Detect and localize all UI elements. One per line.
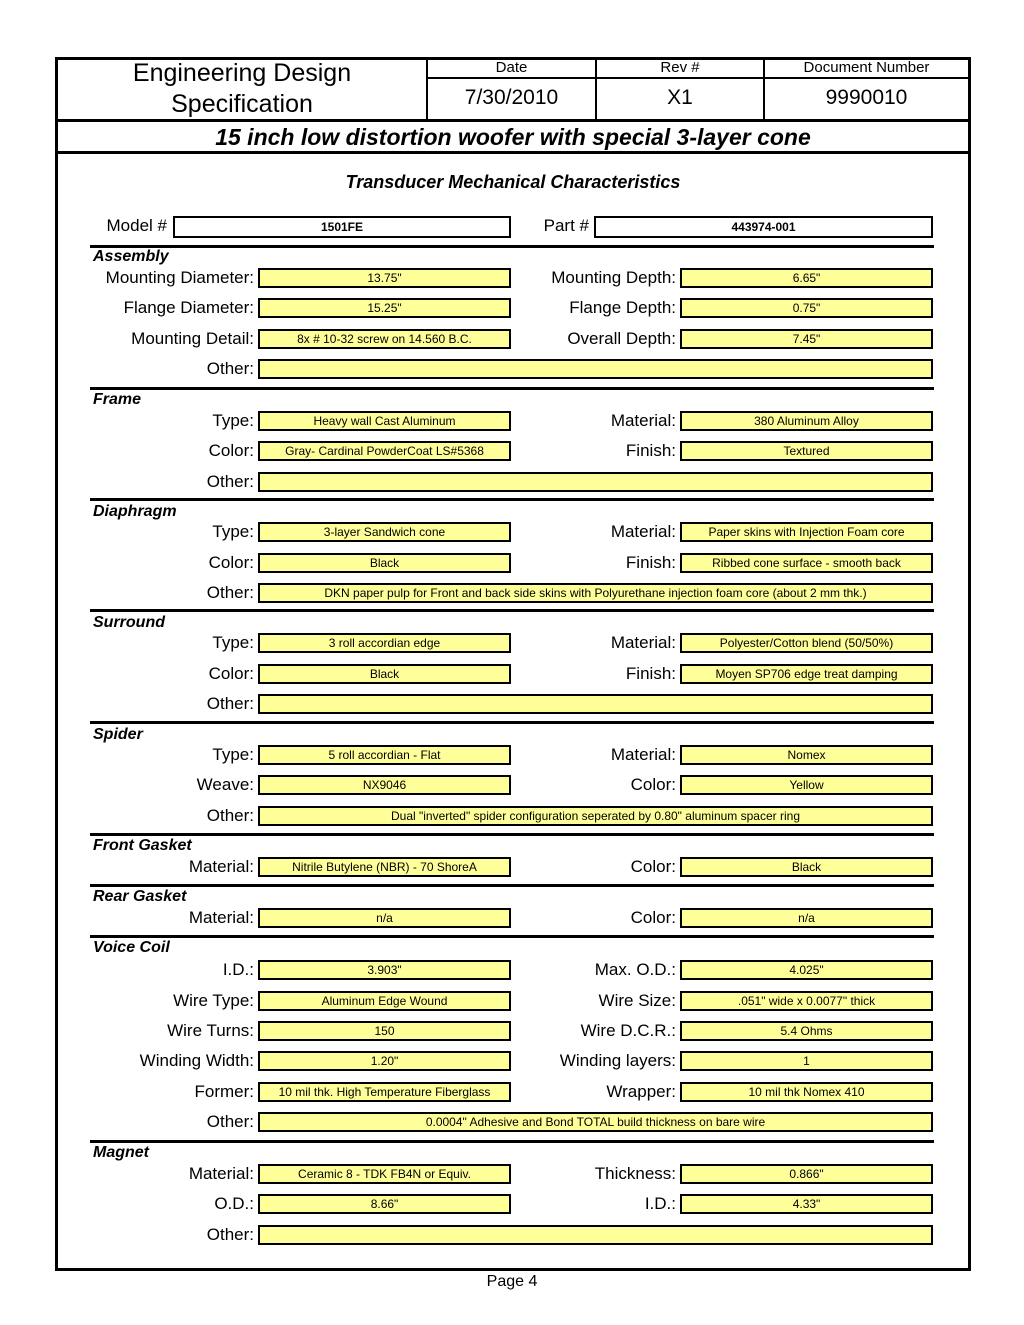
wire-size-label: Wire Size:	[598, 991, 676, 1010]
wire-type-label: Wire Type:	[173, 991, 254, 1010]
diaphragm-heading: Diaphragm	[93, 503, 177, 520]
magnet-thickness-label: Thickness:	[594, 1164, 676, 1183]
frame-other-label: Other:	[206, 472, 254, 491]
wire-size-field[interactable]: .051" wide x 0.0077" thick	[680, 991, 933, 1011]
spider-material-label: Material:	[610, 745, 676, 764]
flange-depth-field[interactable]: 0.75"	[680, 298, 933, 318]
magnet-od-field[interactable]: 8.66"	[258, 1194, 511, 1214]
section-rule	[90, 387, 934, 390]
diaphragm-material-field[interactable]: Paper skins with Injection Foam core	[680, 522, 933, 542]
surround-type-field[interactable]: 3 roll accordian edge	[258, 633, 511, 653]
frame-other-field[interactable]	[258, 472, 933, 492]
flange-diameter-field[interactable]: 15.25"	[258, 298, 511, 318]
voice-coil-heading: Voice Coil	[93, 939, 170, 956]
magnet-other-field[interactable]	[258, 1225, 933, 1245]
product-subtitle: 15 inch low distortion woofer with special 3-layer cone	[215, 124, 811, 150]
mounting-diameter-field[interactable]: 13.75"	[258, 268, 511, 288]
magnet-thickness-field[interactable]: 0.866"	[680, 1164, 933, 1184]
frame-finish-label: Finish:	[625, 441, 676, 460]
winding-width-label: Winding Width:	[139, 1051, 254, 1070]
assembly-other-field[interactable]	[258, 359, 933, 379]
surround-material-field[interactable]: Polyester/Cotton blend (50/50%)	[680, 633, 933, 653]
frame-type-field[interactable]: Heavy wall Cast Aluminum	[258, 411, 511, 431]
frame-material-label: Material:	[610, 411, 676, 430]
surround-color-field[interactable]: Black	[258, 664, 511, 684]
flange-diameter-label: Flange Diameter:	[123, 298, 254, 317]
assembly-heading: Assembly	[93, 248, 169, 265]
overall-depth-field[interactable]: 7.45"	[680, 329, 933, 349]
wire-dcr-label: Wire D.C.R.:	[580, 1021, 676, 1040]
section-rule	[90, 245, 934, 248]
page-number: Page 4	[486, 1273, 538, 1290]
magnet-id-label: I.D.:	[644, 1194, 676, 1213]
spider-color-label: Color:	[630, 775, 676, 794]
voice-coil-max-od-label: Max. O.D.:	[594, 960, 676, 979]
section-rule	[90, 833, 934, 836]
magnet-od-label: O.D.:	[214, 1194, 254, 1213]
section-rule	[90, 498, 934, 501]
rear-gasket-material-field[interactable]: n/a	[258, 908, 511, 928]
voice-coil-max-od-field[interactable]: 4.025"	[680, 960, 933, 980]
rear-gasket-color-field[interactable]: n/a	[680, 908, 933, 928]
frame-material-field[interactable]: 380 Aluminum Alloy	[680, 411, 933, 431]
rear-gasket-heading: Rear Gasket	[93, 888, 187, 905]
wire-type-field[interactable]: Aluminum Edge Wound	[258, 991, 511, 1011]
surround-other-label: Other:	[206, 694, 254, 713]
mounting-depth-field[interactable]: 6.65"	[680, 268, 933, 288]
part-field[interactable]: 443974-001	[594, 216, 933, 238]
diaphragm-color-label: Color:	[208, 553, 254, 572]
document-number-label: Document Number	[803, 59, 930, 76]
rear-gasket-material-label: Material:	[188, 908, 254, 927]
magnet-heading: Magnet	[93, 1144, 149, 1161]
voice-coil-id-label: I.D.:	[222, 960, 254, 979]
frame-heading: Frame	[93, 391, 142, 408]
voice-coil-id-field[interactable]: 3.903"	[258, 960, 511, 980]
mounting-detail-label: Mounting Detail:	[131, 329, 254, 348]
diaphragm-material-label: Material:	[610, 522, 676, 541]
part-label: Part #	[543, 216, 589, 235]
spider-weave-label: Weave:	[196, 775, 254, 794]
winding-layers-field[interactable]: 1	[680, 1051, 933, 1071]
section-rule	[90, 884, 934, 887]
spider-heading: Spider	[93, 726, 143, 743]
mounting-diameter-label: Mounting Diameter:	[105, 268, 254, 287]
section-heading: Transducer Mechanical Characteristics	[345, 172, 681, 192]
frame-finish-field[interactable]: Textured	[680, 441, 933, 461]
former-field[interactable]: 10 mil thk. High Temperature Fiberglass	[258, 1082, 511, 1102]
mounting-detail-field[interactable]: 8x # 10-32 screw on 14.560 B.C.	[258, 329, 511, 349]
diaphragm-type-label: Type:	[212, 522, 254, 541]
winding-width-field[interactable]: 1.20"	[258, 1051, 511, 1071]
frame-type-label: Type:	[212, 411, 254, 430]
front-gasket-heading: Front Gasket	[93, 837, 192, 854]
magnet-id-field[interactable]: 4.33"	[680, 1194, 933, 1214]
date-label: Date	[495, 59, 528, 76]
spider-material-field[interactable]: Nomex	[680, 745, 933, 765]
document-title	[58, 58, 426, 120]
spider-color-field[interactable]: Yellow	[680, 775, 933, 795]
header-label-line	[427, 77, 968, 79]
model-label: Model #	[106, 216, 167, 235]
wire-turns-label: Wire Turns:	[167, 1021, 254, 1040]
surround-heading: Surround	[93, 614, 165, 631]
rev-label: Rev #	[660, 59, 700, 76]
surround-type-label: Type:	[212, 633, 254, 652]
magnet-material-label: Material:	[188, 1164, 254, 1183]
date-value: 7/30/2010	[464, 86, 559, 109]
magnet-material-field[interactable]: Ceramic 8 - TDK FB4N or Equiv.	[258, 1164, 511, 1184]
mounting-depth-label: Mounting Depth:	[551, 268, 676, 287]
diaphragm-finish-field[interactable]: Ribbed cone surface - smooth back	[680, 553, 933, 573]
frame-color-label: Color:	[208, 441, 254, 460]
document-title-line2: Specification	[171, 90, 313, 118]
diaphragm-finish-label: Finish:	[625, 553, 676, 572]
spider-type-field[interactable]: 5 roll accordian - Flat	[258, 745, 511, 765]
winding-layers-label: Winding layers:	[559, 1051, 676, 1070]
section-rule	[90, 1140, 934, 1143]
voice-coil-other-field[interactable]: 0.0004" Adhesive and Bond TOTAL build thickness on bare wire	[258, 1112, 933, 1132]
flange-depth-label: Flange Depth:	[569, 298, 676, 317]
surround-finish-label: Finish:	[625, 664, 676, 683]
wrapper-label: Wrapper:	[606, 1082, 676, 1101]
rear-gasket-color-label: Color:	[630, 908, 676, 927]
front-gasket-color-label: Color:	[630, 857, 676, 876]
wire-turns-field[interactable]: 150	[258, 1021, 511, 1041]
surround-material-label: Material:	[610, 633, 676, 652]
rev-value: X1	[667, 86, 693, 109]
front-gasket-color-field[interactable]: Black	[680, 857, 933, 877]
overall-depth-label: Overall Depth:	[567, 329, 676, 348]
spider-other-label: Other:	[206, 806, 254, 825]
front-gasket-material-label: Material:	[188, 857, 254, 876]
voice-coil-other-label: Other:	[206, 1112, 254, 1131]
spider-other-field[interactable]: Dual "inverted" spider configuration seperated by 0.80" aluminum spacer ring	[258, 806, 933, 826]
section-rule	[90, 721, 934, 724]
surround-color-label: Color:	[208, 664, 254, 683]
spider-weave-field[interactable]: NX9046	[258, 775, 511, 795]
diaphragm-other-field[interactable]: DKN paper pulp for Front and back side skins with Polyurethane injection foam core (about 2 mm thk.)	[258, 583, 933, 603]
section-rule	[90, 609, 934, 612]
surround-finish-field[interactable]: Moyen SP706 edge treat damping	[680, 664, 933, 684]
section-rule	[90, 935, 934, 938]
model-field[interactable]: 1501FE	[173, 216, 511, 238]
diaphragm-type-field[interactable]: 3-layer Sandwich cone	[258, 522, 511, 542]
diaphragm-color-field[interactable]: Black	[258, 553, 511, 573]
front-gasket-material-field[interactable]: Nitrile Butylene (NBR) - 70 ShoreA	[258, 857, 511, 877]
frame-color-field[interactable]: Gray- Cardinal PowderCoat LS#5368	[258, 441, 511, 461]
magnet-other-label: Other:	[206, 1225, 254, 1244]
spider-type-label: Type:	[212, 745, 254, 764]
document-title-line1: Engineering Design	[132, 59, 352, 87]
former-label: Former:	[194, 1082, 254, 1101]
document-number-value: 9990010	[825, 86, 908, 109]
wire-dcr-field[interactable]: 5.4 Ohms	[680, 1021, 933, 1041]
diaphragm-other-label: Other:	[206, 583, 254, 602]
surround-other-field[interactable]	[258, 694, 933, 714]
assembly-other-label: Other:	[206, 359, 254, 378]
wrapper-field[interactable]: 10 mil thk Nomex 410	[680, 1082, 933, 1102]
